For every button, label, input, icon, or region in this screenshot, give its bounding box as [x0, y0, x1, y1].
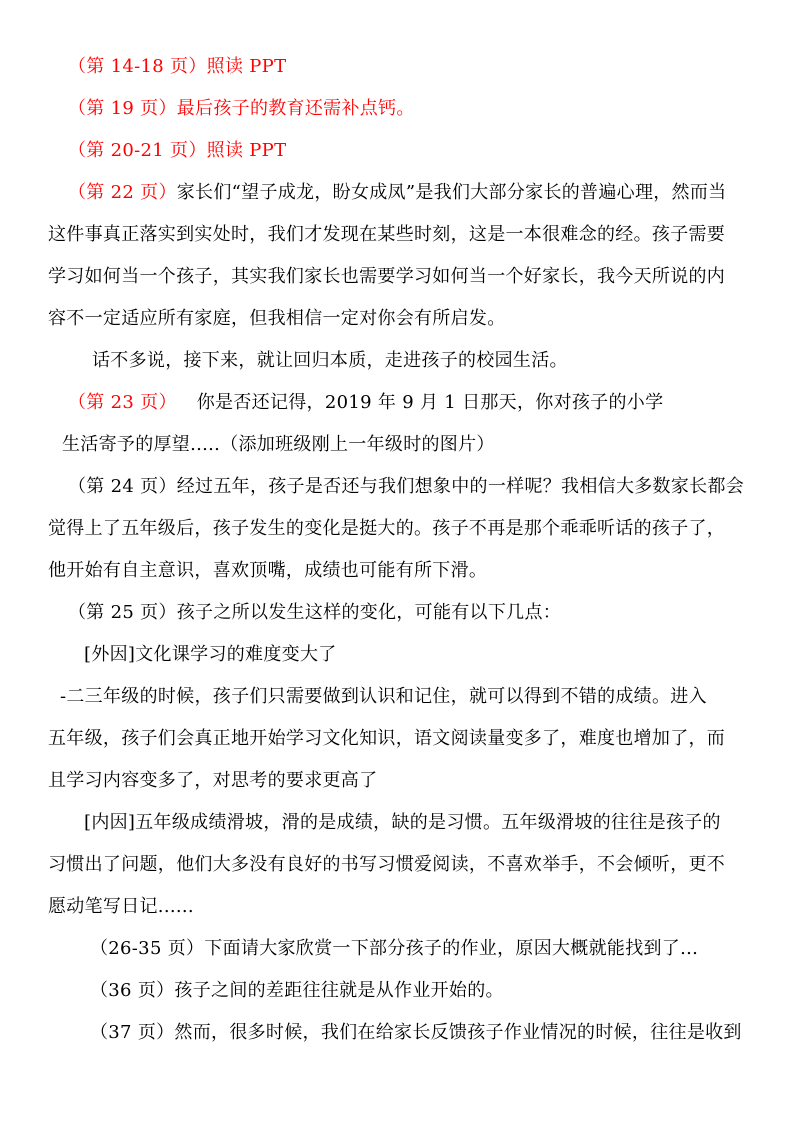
paragraph-line: 学习如何当一个孩子，其实我们家长也需要学习如何当一个好家长，我今天所说的内	[48, 266, 726, 287]
line-text: 你是否还记得，2019 年 9 月 1 日那天，你对孩子的小学	[196, 392, 664, 413]
paragraph-line: -二三年级的时候，孩子们只需要做到认识和记住，就可以得到不错的成绩。进入	[60, 686, 707, 707]
page-ref: （第 23 页）	[68, 392, 177, 413]
line-page-23	[68, 391, 663, 415]
line-pages-14-18	[68, 55, 286, 79]
page-ref: （第 19 页）	[68, 98, 177, 119]
line-page-19	[68, 97, 415, 121]
line-text: 家长们“望子成龙，盼女成凤”是我们大部分家长的普遍心理，然而当	[176, 182, 727, 203]
paragraph-line: 习惯出了问题，他们大多没有良好的书写习惯爱阅读，不喜欢举手，不会倾听，更不	[48, 854, 726, 875]
paragraph-line: （26-35 页）下面请大家欣赏一下部分孩子的作业，原因大概就能找到了...	[90, 938, 699, 959]
paragraph-line: 容不一定适应所有家庭，但我相信一定对你会有所启发。	[48, 308, 506, 329]
paragraph-line: （36 页）孩子之间的差距往往就是从作业开始的。	[90, 980, 504, 1001]
page-ref: （第 22 页）	[68, 182, 177, 203]
line-pages-20-21	[68, 139, 286, 163]
page-ref: （第 14-18 页）	[68, 56, 207, 77]
paragraph-line: 话不多说，接下来，就让回归本质，走进孩子的校园生活。	[92, 350, 568, 371]
paragraph-line: [外因]文化课学习的难度变大了	[84, 644, 337, 665]
paragraph-line: 这件事真正落实到实处时，我们才发现在某些时刻，这是一本很难念的经。孩子需要	[48, 224, 726, 245]
line-text: 照读 PPT	[206, 56, 287, 77]
paragraph-line: 且学习内容变多了，对思考的要求更高了	[48, 770, 378, 791]
line-page-22	[68, 181, 726, 205]
line-text: 最后孩子的教育还需补点钙。	[176, 98, 415, 119]
paragraph-line: 觉得上了五年级后，孩子发生的变化是挺大的。孩子不再是那个乖乖听话的孩子了，	[48, 518, 726, 539]
paragraph-line: 他开始有自主意识，喜欢顶嘴，成绩也可能有所下滑。	[48, 560, 488, 581]
paragraph-line: （37 页）然而，很多时候，我们在给家长反馈孩子作业情况的时候，往往是收到	[90, 1022, 742, 1043]
page-ref: （第 20-21 页）	[68, 140, 207, 161]
paragraph-line: 五年级，孩子们会真正地开始学习文化知识，语文阅读量变多了，难度也增加了，而	[48, 728, 726, 749]
paragraph-line: [内因]五年级成绩滑坡，滑的是成绩，缺的是习惯。五年级滑坡的往往是孩子的	[84, 812, 721, 833]
line-text: 照读 PPT	[206, 140, 287, 161]
paragraph-line: （第 25 页）孩子之所以发生这样的变化，可能有以下几点：	[68, 602, 562, 623]
paragraph-line: 愿动笔写日记......	[48, 896, 194, 917]
paragraph-line: （第 24 页）经过五年，孩子是否还与我们想象中的一样呢？我相信大多数家长都会	[68, 476, 745, 497]
paragraph-line: 生活寄予的厚望.....（添加班级刚上一年级时的图片）	[62, 434, 495, 455]
